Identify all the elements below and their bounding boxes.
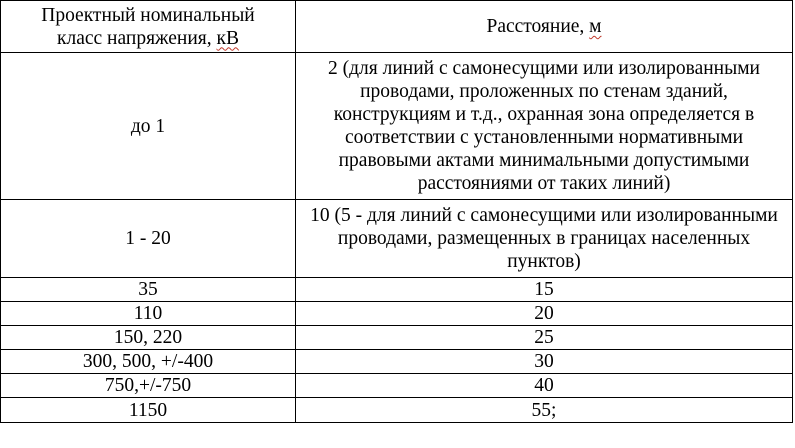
- distance-line: правовыми актами минимальными допустимыми: [338, 150, 750, 171]
- distance-cell: [296, 53, 793, 200]
- header-distance-prefix: Расстояние,: [486, 16, 590, 37]
- distance-line: проводами, проложенных по стенам зданий,: [360, 81, 728, 102]
- header-voltage-line2: [4, 27, 292, 50]
- distance-line: 10 (5 - для линий с самонесущими или изолированными: [310, 205, 778, 226]
- table-header-row: [1, 1, 793, 53]
- distance-cell: 15: [296, 278, 793, 302]
- header-voltage-line1: Проектный номинальный: [41, 4, 255, 26]
- distance-cell: 30: [296, 350, 793, 374]
- distance-cell: [296, 200, 793, 278]
- voltage-cell: 150, 220: [1, 326, 296, 350]
- distance-line: конструкциям и т.д., охранная зона определяется в: [333, 104, 755, 125]
- voltage-cell: 1150: [1, 398, 296, 423]
- distance-cell: 40: [296, 374, 793, 398]
- distance-line: пунктов): [507, 251, 581, 272]
- distance-line: проводами, размещенных в границах населенных: [337, 228, 751, 249]
- table-row: [1, 374, 793, 398]
- voltage-cell: до 1: [1, 53, 296, 200]
- header-voltage-prefix: класс напряжения,: [57, 27, 217, 49]
- table-row: [1, 326, 793, 350]
- voltage-cell: 35: [1, 278, 296, 302]
- distance-cell: 55;: [296, 398, 793, 423]
- distance-cell: 20: [296, 302, 793, 326]
- voltage-cell: 300, 500, +/-400: [1, 350, 296, 374]
- table-row: [1, 200, 793, 278]
- header-voltage-unit: кВ: [216, 27, 239, 49]
- header-distance-unit: м: [589, 16, 602, 37]
- distance-line: расстояниями от таких линий): [417, 173, 671, 194]
- distance-line: 2 (для линий с самонесущими или изолированными: [328, 58, 760, 79]
- table-row: [1, 302, 793, 326]
- distance-line: соответствии с установленными нормативными: [344, 127, 744, 148]
- voltage-cell: 750,+/-750: [1, 374, 296, 398]
- table-row: [1, 350, 793, 374]
- voltage-cell: 1 - 20: [1, 200, 296, 278]
- header-voltage-class: [1, 1, 296, 53]
- table-row: [1, 398, 793, 423]
- table-row: [1, 53, 793, 200]
- distance-cell: 25: [296, 326, 793, 350]
- voltage-cell: 110: [1, 302, 296, 326]
- header-distance: [296, 1, 793, 53]
- table-row: [1, 278, 793, 302]
